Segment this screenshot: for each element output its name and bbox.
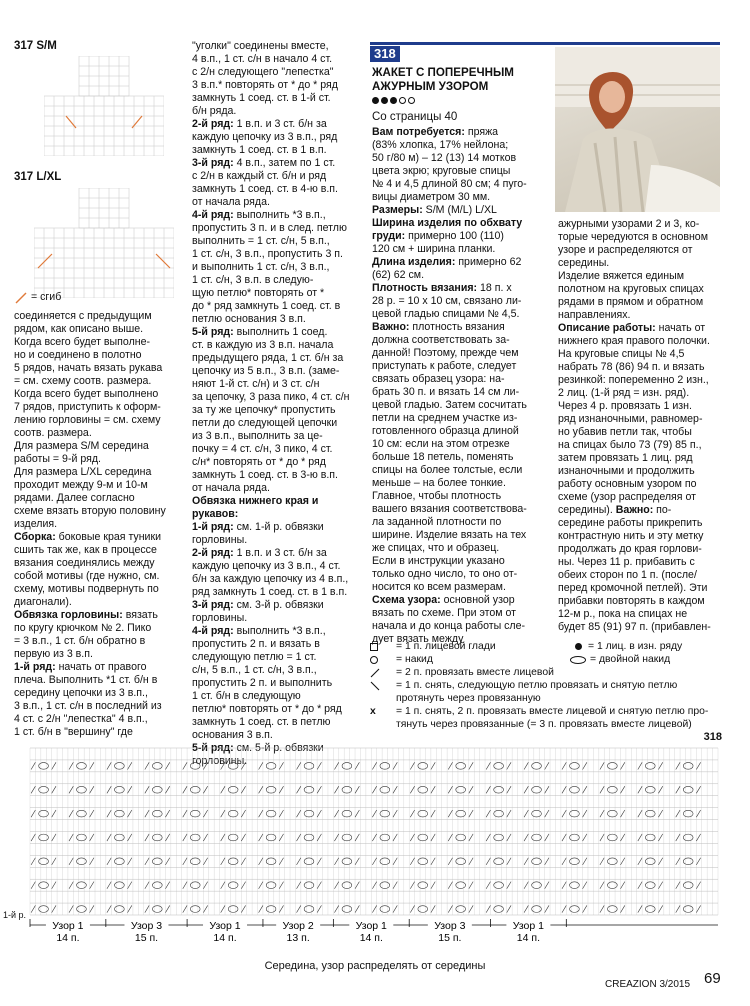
difficulty-dot [390, 97, 397, 104]
text-line: лению горловины = см. схему [14, 414, 161, 426]
k2tog-icon [370, 668, 380, 678]
product-photo [555, 47, 720, 212]
chart-section-labels [30, 919, 718, 944]
ssk-icon [370, 681, 380, 691]
double-yo-icon [570, 656, 586, 664]
sleeve-schema-sm [44, 56, 164, 156]
text-line: Для размера L/XL середина [14, 466, 152, 478]
text-line: рядами. Далее согласно [14, 492, 135, 504]
left-text: соединяется с предыдущим рядом, как описано выше. Когда всего будет выполне- но и соединено в полотно 5 рядов, начать вязать рукава = см. схему соотв. размера. Когда всего будет выполнено 7 рядов, приступить к оформ- лению горловины = см. схему соотв. размера. Для размера S/M середина работы = 9-й ряд. Для размера L/XL середина проходит между 9-м и 10-м рядами. Далее согласно схеме вязать вторую половину изделия. Сборка: боковые края туники сшить так же, как в процессе вязания соединялись между собой мотивы (где нужно, см. схему, мотивы подвернуть по диагонали). Обвязка горловины: вязать по кругу крючком № 2. Пико = 3 в.п., 1 ст. б/н обратно в первую из 3 в.п. 1-й ряд: начать от правого плеча. Выполнить *1 ст. б/н в середину цепочки из 3 в.п., 3 в.п., 1 ст. с/н в последний из 4 ст. с 2/н "лепестка" 4 в.п., 1 ст. б/н в "вершину" где [14, 310, 184, 739]
article-number: 318 [370, 46, 400, 62]
difficulty-dot [399, 97, 406, 104]
difficulty-rating [372, 97, 415, 104]
section-count: 14 п. [516, 932, 540, 944]
magazine-name: CREAZION 3/2015 [605, 979, 691, 990]
text-line: соотв. размера. [14, 427, 92, 439]
neck-heading: Обвязка горловины: [14, 609, 123, 621]
text-line: Для размера S/M середина [14, 440, 149, 452]
section-count: 15 п. [134, 932, 159, 944]
stitch-chart [0, 740, 750, 970]
text-line: = см. схему соотв. размера. [14, 375, 152, 387]
text-line: изделия. [14, 518, 58, 530]
article-column-1: Со страницы 40 Вам потребуется: пряжа (83% хлопка, 17% нейлона; 50 г/80 м) – 12 (13) 14 мотков цвета экрю; круговые спицы № 4 и 4,5 длиной 80 см; 4 пуго- вицы диаметром 30 мм. Размеры: S/M (M/L) L/XL Ширина изделия по обхвату груди: примерно 100 (110) 120 см + ширина планки. Длина изделия: примерно 62 (62) 62 см. Плотность вязания: 18 п. х 28 р. = 10 x 10 см, связано ли- цевой гладью спицами № 4,5. Важно: плотность вязания должна соответствовать за- данной! Поэтому, прежде чем приступать к работе, следует связать образец узора: на- брать 30 п. и вязать 14 см ли- цевой гладью. Затем сосчитать петли на среднем участке из- готовленного образца длиной 10 см: если на этом отрезке больше 18 петель, поменять спицы на более толстые, если меньше – на более тонкие. Главное, чтобы плотность вашего вязания соответствова- ла заданной плотности по ширине. Изделие вязать на тех же спицах, что и образец. Если в инструкции указано только одно число, то оно от- носится ко всем размерам. Схема узора: основной узор вязать по схеме. При этом от начала и до конца работы сле- дует вязать между [372, 110, 552, 646]
text-line: но и соединено в полотно [14, 349, 142, 361]
purl-dot-icon [575, 643, 582, 650]
size-label-lxl: 317 L/XL [14, 171, 62, 183]
section-name: Узор 1 [512, 920, 545, 932]
article-title: ЖАКЕТ С ПОПЕРЕЧНЫМ АЖУРНЫМ УЗОРОМ [372, 66, 514, 93]
fold-line-icon [14, 292, 28, 304]
section-name: Узор 1 [355, 920, 387, 932]
section-name: Узор 1 [209, 920, 241, 932]
section-count: 13 п. [286, 932, 310, 944]
section-name: Узор 1 [52, 920, 84, 932]
text-line: 5 рядов, начать вязать рукава [14, 362, 163, 374]
section-count: 14 п. [213, 932, 237, 944]
text-line: работы = 9-й ряд. [14, 453, 101, 465]
sleeve-schema-lxl [34, 188, 174, 298]
text-line: Когда всего будет выполнено [14, 388, 159, 400]
photo-figure [555, 47, 720, 212]
section-name: Узор 3 [434, 920, 466, 932]
fold-legend: = сгиб [14, 291, 61, 304]
assembly-heading: Сборка: [14, 531, 56, 543]
text-line: Когда всего будет выполне- [14, 336, 151, 348]
yarn-over-icon [370, 656, 378, 664]
chart-grid [30, 748, 718, 915]
section-name: Узор 3 [130, 920, 163, 932]
section-count: 15 п. [438, 932, 462, 944]
difficulty-dot [408, 97, 415, 104]
text-line: проходит между 9-м и 10-м [14, 479, 148, 491]
sk2p-icon: x [370, 706, 376, 717]
row1-heading: 1-й ряд: [14, 661, 56, 673]
chart-number: 318 [703, 731, 722, 743]
article-column-2: ажурными узорами 2 и 3, ко- торые чередуются в основном узоре и распределяются от середины. Изделие вяжется единым полотном на круговых спицах рядами в прямом и обратном направлениях. Описание работы: начать от нижнего края правого полочки. На круговые спицы № 4,5 набрать 78 (86) 94 п. и вязать резинкой: попеременно 2 изн., 2 лиц. (1-й ряд = изн. ряд). Через 4 р. провязать 1 изн. ряд изнаночными, равномер- но убавив петли так, чтобы на спицах было 73 (79) 85 п., затем провязать 1 лиц. ряд изнаночными и продолжить работу основным узором по схеме (узор распределяя от середины). Важно: по- середине работы прикрепить контрастную нить и эту метку продолжать до края горлови- ны. Через 11 р. прибавить с обеих сторон по 1 п. (после/ перед кромочной петлей). Эти прибавки повторять в каждом 12-м р., пока на спицах не будет 85 (91) 97 п. (прибавлен- [558, 218, 711, 633]
page-number: 69 [704, 970, 721, 987]
section-count: 14 п. [56, 932, 80, 944]
text-line: соединяется с предыдущим [14, 310, 152, 322]
section-count: 14 п. [359, 932, 383, 944]
row-start-label: 1-й р. [3, 910, 27, 920]
difficulty-dot [372, 97, 379, 104]
middle-column: "уголки" соединены вместе, 4 в.п., 1 ст. с/н в начало 4 ст. с 2/н следующего "лепестка" 3 в.п.* повторять от * до * ряд замкнуть 1 соед. ст. в 1-й ст. б/н ряда. 2-й ряд: 1 в.п. и 3 ст. б/н за каждую цепочку из 3 в.п., ряд замкнуть 1 соед. ст. в 1 в.п. 3-й ряд: 4 в.п., затем по 1 ст. с 2/н в каждый ст. б/н и ряд замкнуть 1 соед. ст. в 4-ю в.п. от начала ряда. 4-й ряд: выполнить *3 в.п., пропустить 3 п. и в след. петлю выполнить = 1 ст. с/н, 5 в.п., 1 ст. с/н, 3 в.п., пропустить 3 п. и выполнить 1 ст. с/н, 3 в.п., 1 ст. с/н, 3 в.п. в следую- щую петлю* повторять от * до * ряд замкнуть 1 соед. ст. в петлю основания 3 в.п. 5-й ряд: выполнить 1 соед. ст. в каждую из 3 в.п. начала предыдущего ряда, 1 ст. б/н за цепочку из 5 в.п., 3 в.п. (заме- няют 1-й ст. с/н) и 3 ст. с/н за цепочку, 3 раза пико, 4 ст. с/н за ту же цепочку* пропустить петли до следующей цепочки из 3 в.п., выполнить за це- почку = 4 ст. с/н, 3 пико, 4 ст. с/н* повторять от * до * ряд замкнуть 1 соед. ст. в 3-ю в.п. от начала ряда. Обвязка нижнего края и рукавов: 1-й ряд: см. 1-й р. обвязки горловины. 2-й ряд: 1 в.п. и 3 ст. б/н за каждую цепочку из 3 в.п., 4 ст. б/н за каждую цепочку из 4 в.п., ряд замкнуть 1 соед. ст. в 1 в.п. 3-й ряд: см. 3-й р. обвязки горловины. 4-й ряд: выполнить *3 в.п., пропустить 2 п. и вязать в следующую петлю = 1 ст. с/н, 5 в.п., 1 ст. с/н, 3 в.п., пропустить 2 п. и выполнить 1 ст. б/н в следующую петлю* повторять от * до * ряд замкнуть 1 соед. ст. в петлю основания 3 в.п. 5-й ряд: см. 5-й р. обвязки горловины. [192, 40, 350, 767]
difficulty-dot [381, 97, 388, 104]
text-line: рядом, как описано выше. [14, 323, 144, 335]
section-name: Узор 2 [282, 920, 314, 932]
source-note: Со страницы 40 [372, 111, 458, 123]
text-line: 7 рядов, приступить к оформ- [14, 401, 161, 413]
bottom-edge-heading: Обвязка нижнего края и рукавов: [192, 495, 319, 520]
text-line: схеме вязать вторую половину [14, 505, 166, 517]
knit-stitch-icon [370, 643, 378, 651]
size-label-sm: 317 S/M [14, 40, 57, 52]
chart-caption: Середина, узор распределять от середины [264, 960, 486, 972]
